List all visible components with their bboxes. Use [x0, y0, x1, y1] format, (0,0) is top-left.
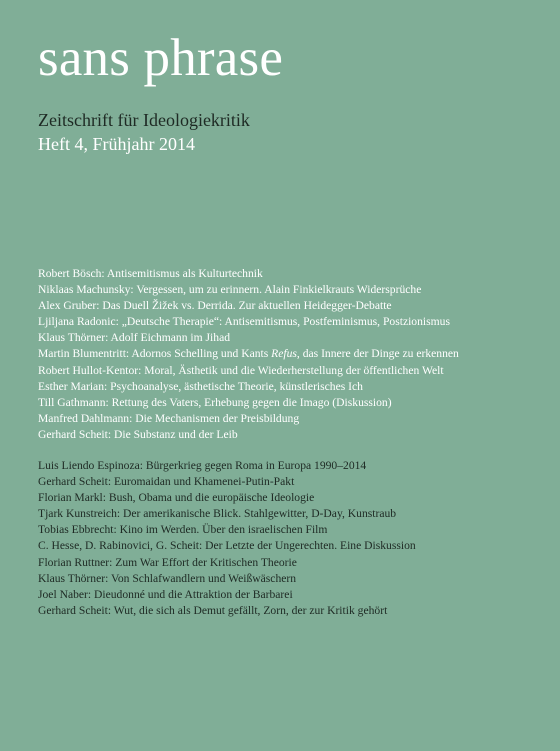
contents-item: Klaus Thörner: Adolf Eichmann im Jihad: [38, 331, 231, 345]
contents-item-text: Martin Blumentritt: Adornos Schelling und Kants: [38, 347, 272, 361]
contents-item: Joel Naber: Dieudonné und die Attraktion der Barbarei: [38, 587, 293, 601]
contents-item: Esther Marian: Psychoanalyse, ästhetische Theorie, künstlerisches Ich: [38, 379, 363, 393]
contents-item: Gerhard Scheit: Wut, die sich als Demut gefällt, Zorn, der zur Kritik gehört: [38, 603, 388, 617]
contents-item: [38, 346, 459, 362]
contents-item: Luis Liendo Espinoza: Bürgerkrieg gegen Roma in Europa 1990–2014: [38, 459, 367, 472]
contents-item: Robert Bösch: Antisemitismus als Kulturtechnik: [38, 267, 263, 280]
contents-item: Niklaas Machunsky: Vergessen, um zu erinnern. Alain Finkielkrauts Widersprüche: [38, 283, 422, 297]
contents-item: Klaus Thörner: Von Schlafwandlern und Weißwäschern: [38, 571, 297, 585]
contents-list-secondary: [38, 458, 416, 619]
contents-item: Robert Hullot-Kentor: Moral, Ästhetik und die Wiederherstellung der öffentlichen Welt: [38, 363, 444, 377]
contents-item: Gerhard Scheit: Die Substanz und der Leib: [38, 427, 238, 441]
contents-item: Till Gathmann: Rettung des Vaters, Erhebung gegen die Imago (Diskussion): [38, 395, 392, 409]
contents-list-primary: [38, 266, 459, 443]
contents-item: Florian Ruttner: Zum War Effort der Kritischen Theorie: [38, 555, 297, 569]
contents-item: Tobias Ebbrecht: Kino im Werden. Über den israelischen Film: [38, 523, 328, 537]
magazine-subtitle: Zeitschrift für Ideologiekritik: [38, 110, 250, 130]
contents-item: Tjark Kunstreich: Der amerikanische Blick. Stahlgewitter, D-Day, Kunstraub: [38, 507, 397, 521]
contents-item: Alex Gruber: Das Duell Žižek vs. Derrida. Zur aktuellen Heidegger-Debatte: [38, 299, 392, 313]
issue-info: Heft 4, Frühjahr 2014: [38, 134, 195, 154]
contents-item-italic-word: Refus: [271, 347, 297, 361]
contents-item-text: , das Innere der Dinge zu erkennen: [296, 347, 459, 361]
contents-item: Florian Markl: Bush, Obama und die europäische Ideologie: [38, 491, 315, 505]
contents-item: Ljiljana Radonic: „Deutsche Therapie“: Antisemitismus, Postfeminismus, Postzionismus: [38, 315, 450, 329]
contents-item: Manfred Dahlmann: Die Mechanismen der Preisbildung: [38, 411, 300, 425]
magazine-title: sans phrase: [38, 29, 284, 87]
contents-item: Gerhard Scheit: Euromaidan und Khamenei-Putin-Pakt: [38, 475, 295, 489]
contents-item: C. Hesse, D. Rabinovici, G. Scheit: Der Letzte der Ungerechten. Eine Diskussion: [38, 539, 416, 553]
